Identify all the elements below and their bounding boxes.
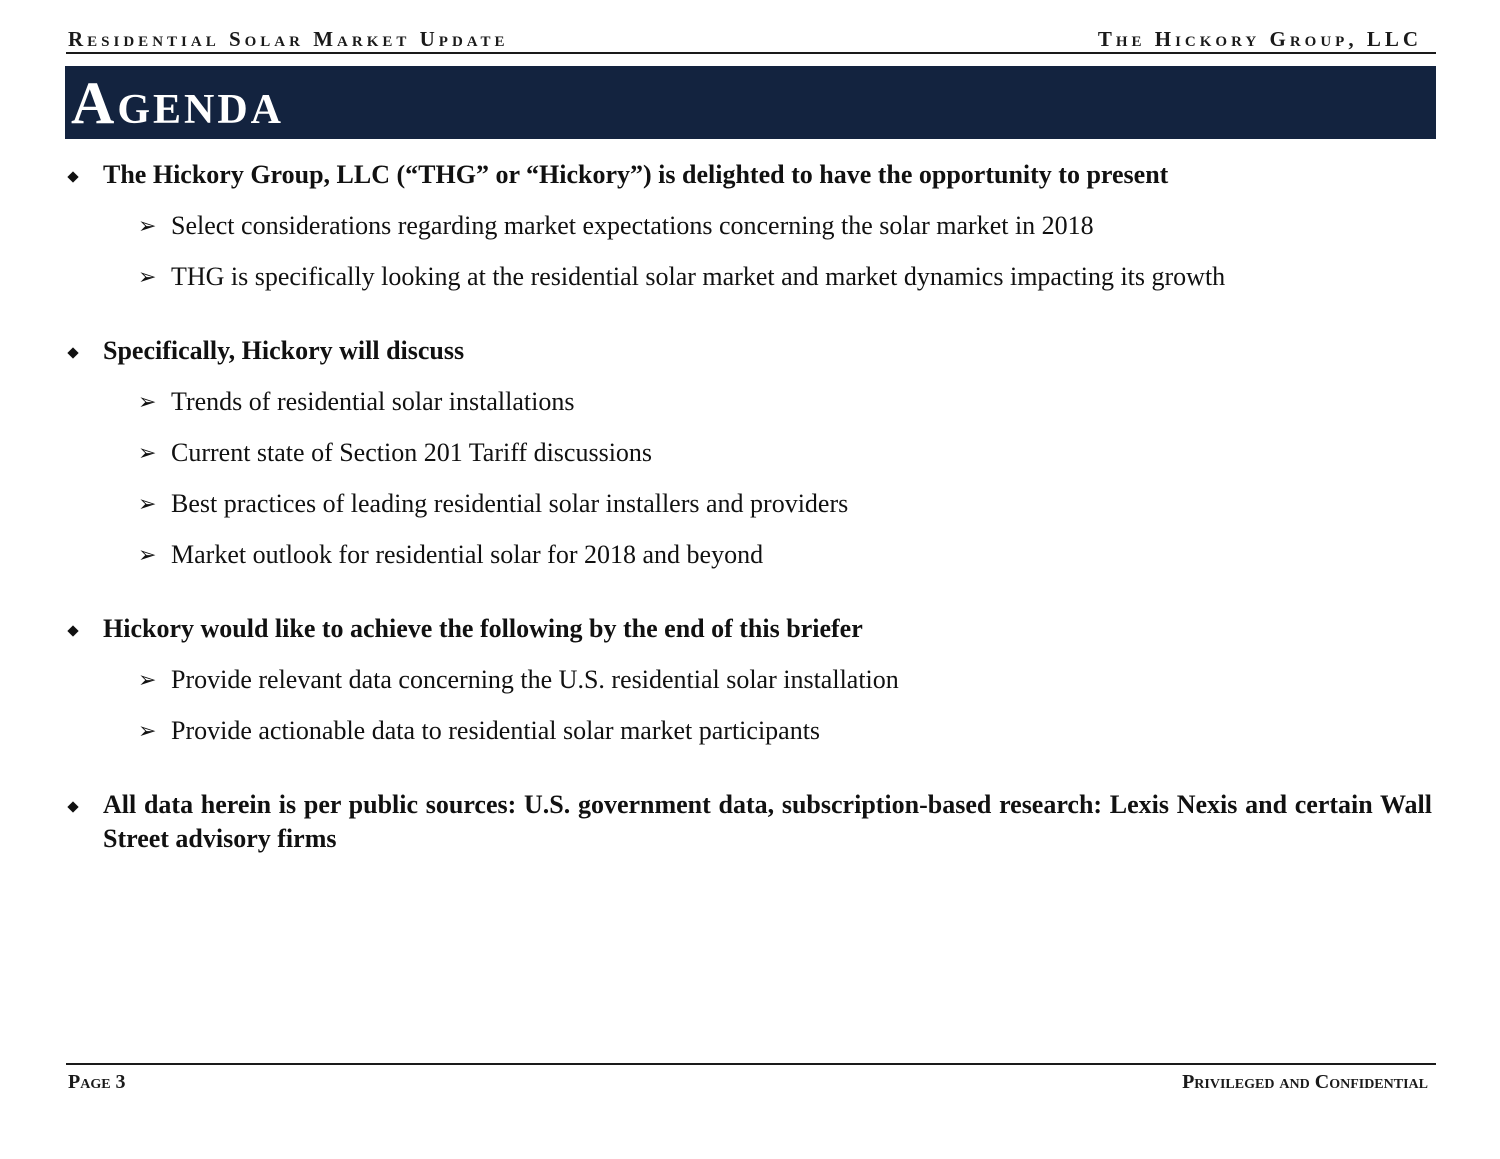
sub-bullet-item [66, 209, 1432, 243]
confidentiality-notice: Privileged and Confidential [1182, 1071, 1428, 1093]
sub-bullet-item [66, 663, 1432, 697]
sub-bullet-item [66, 436, 1432, 470]
agenda-content [66, 158, 1432, 896]
sub-bullet-item [66, 714, 1432, 748]
sub-bullet-item [66, 260, 1432, 294]
agenda-bullet [66, 334, 1432, 368]
arrowhead-bullet-icon: ➢ [138, 440, 157, 465]
arrowhead-bullet-icon: ➢ [138, 389, 157, 414]
sub-bullet-text: Market outlook for residential solar for 2018 and beyond [171, 540, 764, 569]
sub-bullet-item [66, 385, 1432, 419]
page-header [66, 26, 1436, 54]
page-footer [66, 1063, 1436, 1093]
diamond-bullet-icon [67, 625, 78, 636]
arrowhead-bullet-icon: ➢ [138, 542, 157, 567]
sub-bullet-list [66, 385, 1432, 572]
header-report-title: Residential Solar Market Update [68, 27, 509, 51]
diamond-bullet-icon [67, 171, 78, 182]
agenda-section [66, 612, 1432, 748]
page-number: Page 3 [68, 1071, 126, 1093]
header-company-name: The Hickory Group, LLC [1097, 27, 1422, 51]
arrowhead-bullet-icon: ➢ [138, 667, 157, 692]
sub-bullet-text: Best practices of leading residential solar installers and providers [171, 489, 849, 518]
agenda-section [66, 788, 1432, 856]
agenda-bullet [66, 788, 1432, 856]
sub-bullet-text: Provide relevant data concerning the U.S. residential solar installation [171, 665, 899, 694]
arrowhead-bullet-icon: ➢ [138, 718, 157, 743]
sub-bullet-item [66, 538, 1432, 572]
agenda-bullet-text: The Hickory Group, LLC (“THG” or “Hickory”) is delighted to have the opportunity to present [103, 160, 1169, 189]
agenda-bullet [66, 158, 1432, 192]
arrowhead-bullet-icon: ➢ [138, 491, 157, 516]
title-banner [65, 66, 1436, 139]
agenda-section [66, 334, 1432, 572]
diamond-bullet-icon [67, 801, 78, 812]
sub-bullet-text: Trends of residential solar installations [171, 387, 575, 416]
agenda-bullet [66, 612, 1432, 646]
diamond-bullet-icon [67, 347, 78, 358]
sub-bullet-text: THG is specifically looking at the residential solar market and market dynamics impacting its growth [171, 262, 1226, 291]
sub-bullet-text: Current state of Section 201 Tariff discussions [171, 438, 653, 467]
arrowhead-bullet-icon: ➢ [138, 264, 157, 289]
agenda-bullet-text: Specifically, Hickory will discuss [103, 336, 465, 365]
sub-bullet-list [66, 663, 1432, 748]
agenda-bullet-text: All data herein is per public sources: U.S. government data, subscription-based research: Lexis Nexis and certain Wall Street advisory firms [103, 790, 1432, 853]
agenda-section [66, 158, 1432, 294]
sub-bullet-text: Select considerations regarding market expectations concerning the solar market in 2018 [171, 211, 1094, 240]
sub-bullet-text: Provide actionable data to residential solar market participants [171, 716, 821, 745]
arrowhead-bullet-icon: ➢ [138, 213, 157, 238]
sub-bullet-list [66, 209, 1432, 294]
page-title: Agenda [71, 70, 285, 136]
sub-bullet-item [66, 487, 1432, 521]
agenda-bullet-text: Hickory would like to achieve the following by the end of this briefer [103, 614, 863, 643]
